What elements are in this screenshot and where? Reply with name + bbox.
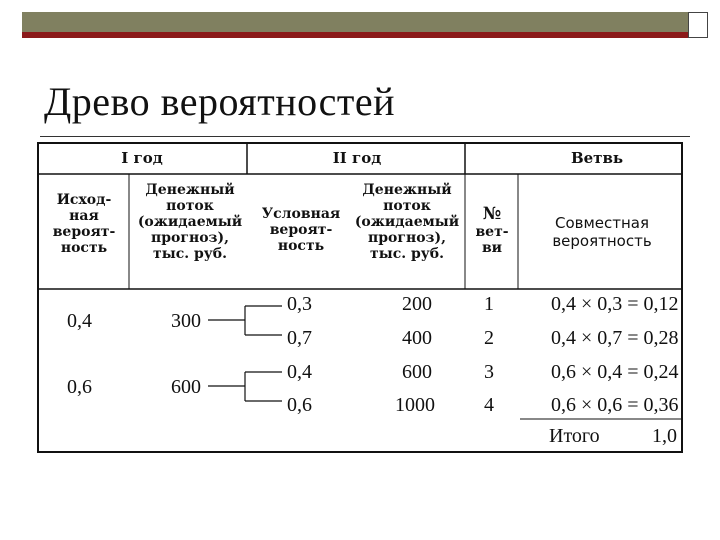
branch-4-number: 4	[484, 394, 494, 416]
col-header-branch-no-line: вет-	[475, 224, 509, 240]
col-header-cash-flow-1-line: Денежный	[145, 182, 235, 198]
title-underline	[40, 136, 690, 137]
col-header-cash-flow-2-line: прогноз),	[368, 230, 446, 246]
probability-tree-table	[37, 142, 683, 454]
slide-top-bar	[22, 12, 708, 38]
group-header-year2: II год	[332, 149, 382, 167]
col-header-cash-flow-2-line: Денежный	[362, 182, 452, 198]
col-header-joint-prob-line: Совместная	[554, 214, 650, 232]
branch-3-cond-prob: 0,4	[287, 361, 312, 383]
col-header-initial-prob-line: ность	[60, 240, 108, 256]
branch-3-number: 3	[484, 361, 494, 383]
col-header-cash-flow-1-line: прогноз),	[151, 230, 229, 246]
col-header-conditional-prob-line: вероят-	[269, 222, 333, 238]
branch-2-number: 2	[484, 327, 494, 349]
col-header-joint-prob-line: вероятность	[552, 232, 652, 250]
branch-4-cond-prob: 0,6	[287, 394, 312, 416]
col-header-cash-flow-2-line: поток	[383, 198, 431, 214]
branch-2-joint-prob: 0,4 × 0,7 = 0,28	[551, 327, 679, 349]
col-header-cash-flow-1-line: тыс. руб.	[153, 246, 227, 262]
col-header-initial-prob	[41, 192, 127, 256]
top-bar-red-stripe	[22, 32, 708, 38]
col-header-initial-prob-line: вероят-	[52, 224, 116, 240]
group-header-year1: I год	[121, 149, 163, 167]
col-header-conditional-prob-line: Условная	[261, 206, 341, 222]
col-header-branch-no-line: №	[482, 204, 502, 224]
col-header-joint-prob	[527, 214, 677, 250]
col-header-cash-flow-2-line: (ожидаемый	[354, 214, 460, 230]
branch-3-flow: 600	[402, 361, 432, 383]
branch-1-flow: 200	[402, 293, 432, 315]
col-header-branch-no	[467, 204, 517, 256]
col-header-cash-flow-1-line: поток	[166, 198, 214, 214]
col-header-cash-flow-2	[349, 182, 465, 262]
total-label: Итого	[549, 425, 600, 447]
branch-4-flow: 1000	[395, 394, 435, 416]
col-header-cash-flow-1	[131, 182, 249, 262]
branch-3-joint-prob: 0,6 × 0,4 = 0,24	[551, 361, 679, 383]
top-bar-corner-square	[688, 12, 708, 38]
branch-2-flow: 400	[402, 327, 432, 349]
col-header-cash-flow-1-line: (ожидаемый	[137, 214, 243, 230]
branch-1-joint-prob: 0,4 × 0,3 = 0,12	[551, 293, 679, 315]
year1-prob-2: 0,6	[67, 376, 92, 398]
top-bar-olive	[22, 12, 708, 32]
branch-1-cond-prob: 0,3	[287, 293, 312, 315]
col-header-branch-no-line: ви	[481, 240, 503, 256]
branch-1-number: 1	[484, 293, 494, 315]
col-header-conditional-prob-line: ность	[277, 238, 325, 254]
year1-prob-1: 0,4	[67, 310, 92, 332]
year1-flow-1: 300	[171, 310, 201, 332]
total-value: 1,0	[652, 425, 677, 447]
group-header-branch: Ветвь	[570, 149, 624, 167]
slide-title: Древо вероятностей	[44, 79, 395, 124]
col-header-cash-flow-2-line: тыс. руб.	[370, 246, 444, 262]
branch-2-cond-prob: 0,7	[287, 327, 312, 349]
branch-4-joint-prob: 0,6 × 0,6 = 0,36	[551, 394, 679, 416]
col-header-initial-prob-line: Исход-	[56, 192, 112, 208]
col-header-initial-prob-line: ная	[69, 208, 99, 224]
year1-flow-2: 600	[171, 376, 201, 398]
col-header-conditional-prob	[249, 206, 353, 254]
